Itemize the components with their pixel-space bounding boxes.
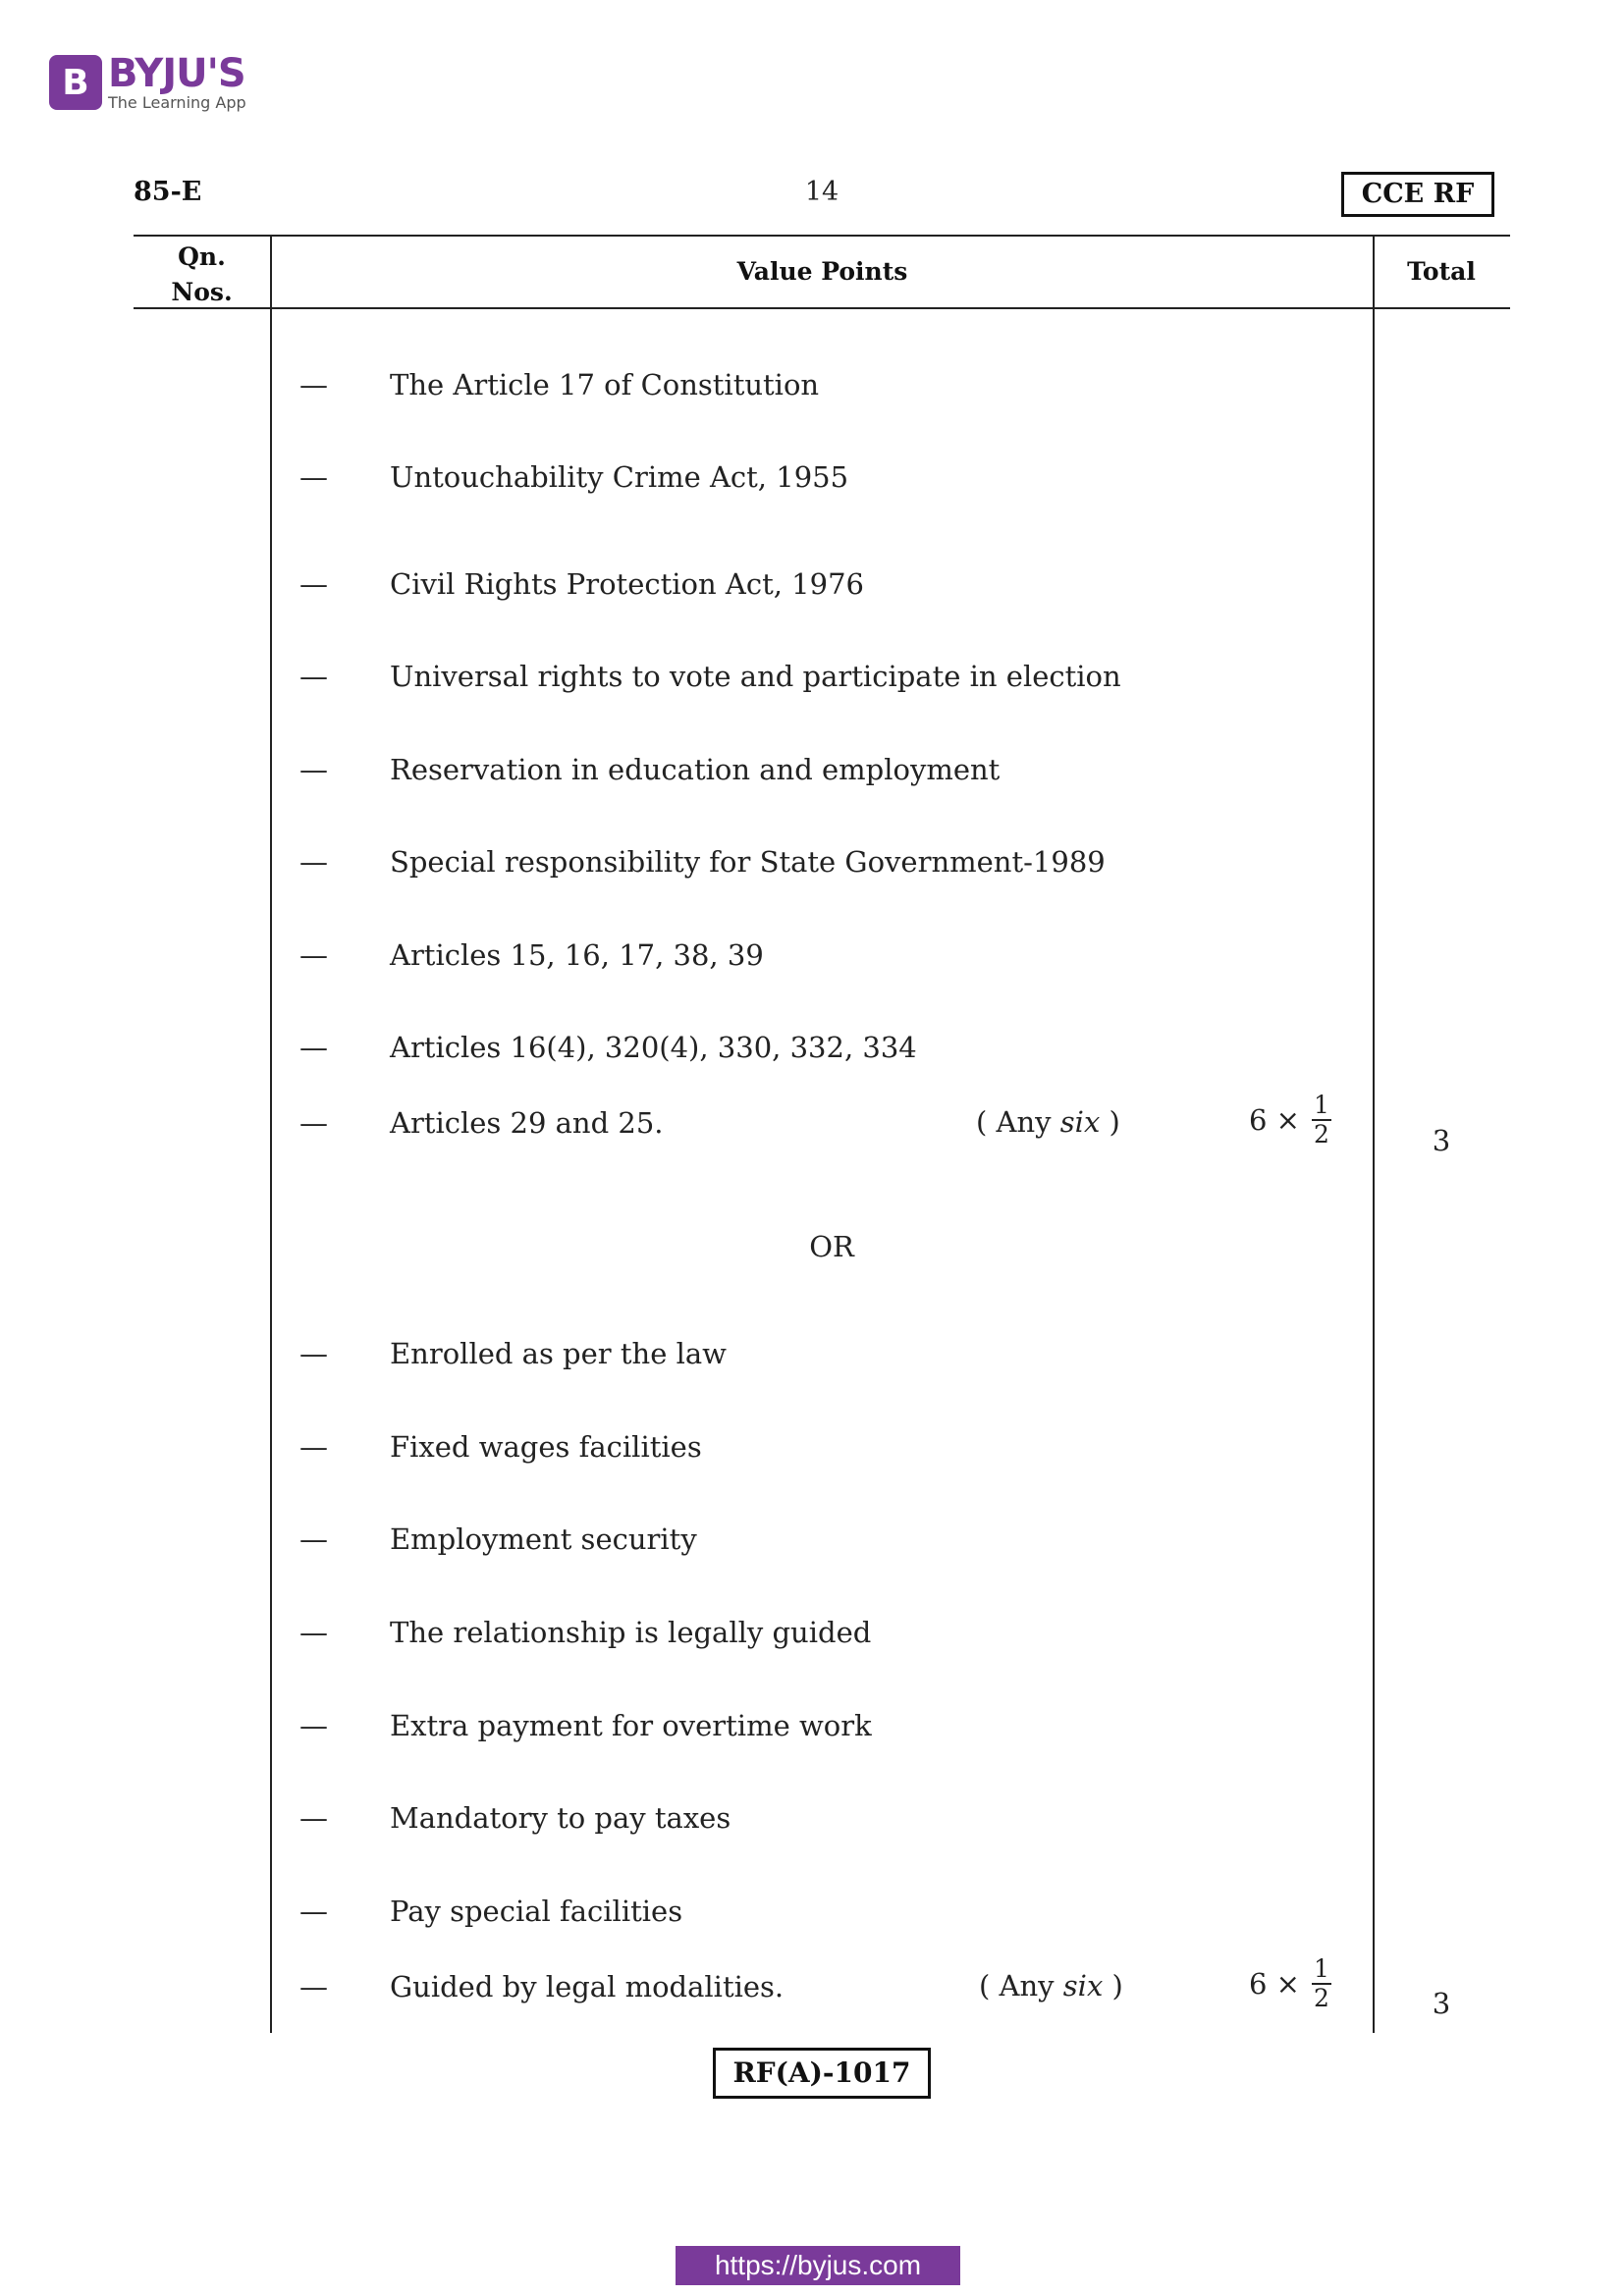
column-divider-left [270, 235, 272, 2033]
brand-logo-icon: B [49, 55, 102, 110]
col-header-value-points: Value Points [736, 257, 908, 286]
brand-logo [49, 53, 246, 112]
marks-allocation: 6 × $\frac{1}{2}$ [1249, 1091, 1329, 1148]
table-top-rule [134, 235, 1510, 237]
brand-tagline: The Learning App [108, 93, 246, 112]
table-header-rule [134, 307, 1510, 309]
marks-allocation: 6 × $\frac{1}{2}$ [1249, 1954, 1329, 2012]
any-six-note: ( Any six ) [979, 1969, 1123, 2002]
paper-tag: CCE RF [1341, 172, 1494, 217]
footer-code: RF(A)-1017 [713, 2048, 931, 2099]
or-separator: OR [809, 1230, 854, 1263]
any-six-note: ( Any six ) [976, 1105, 1120, 1139]
col-header-qn: Qn. Nos. [171, 242, 233, 306]
section-total: 3 [1432, 1987, 1451, 2020]
col-header-total: Total [1407, 257, 1476, 286]
section-total: 3 [1432, 1124, 1451, 1157]
paper-code: 85-E [134, 177, 202, 207]
brand-name: BYJU'S [108, 51, 245, 96]
page-number: 14 [804, 177, 839, 207]
footer-url-link[interactable]: https://byjus.com [676, 2246, 960, 2285]
